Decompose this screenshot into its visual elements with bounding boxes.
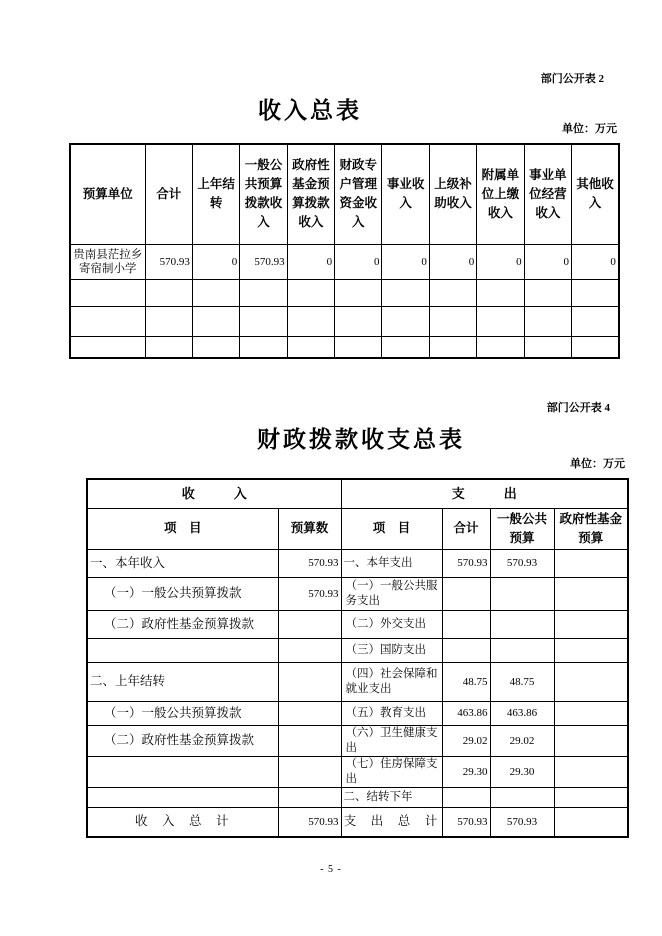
header-expense-total: 合计	[442, 508, 490, 549]
income-item-cell: 收 入 总 计	[87, 807, 278, 837]
income-value-cell: 0	[477, 244, 524, 279]
income-budget-cell	[278, 725, 341, 756]
expense-total-cell: 570.93	[442, 807, 490, 837]
gov-fund-cell	[554, 756, 628, 787]
expense-total-cell	[442, 638, 490, 662]
income-value-cell: 0	[572, 244, 619, 279]
expense-item-cell: （二）外交支出	[341, 610, 442, 638]
page-number: - 5 -	[320, 864, 342, 875]
income-value-cell	[524, 306, 571, 336]
table1-header-row	[70, 144, 619, 244]
table2-row	[87, 807, 628, 837]
income-value-cell	[477, 306, 524, 336]
general-budget-cell	[490, 577, 554, 610]
header-income-item: 项 目	[87, 508, 278, 549]
income-budget-cell: 570.93	[278, 807, 341, 837]
table1-row	[70, 336, 619, 358]
header-budget-figure: 预算数	[278, 508, 341, 549]
income-value-cell	[429, 336, 476, 358]
income-value-cell: 0	[335, 244, 382, 279]
header-other-income: 其他收入	[572, 144, 619, 244]
expense-total-cell	[442, 787, 490, 807]
gov-fund-cell	[554, 638, 628, 662]
gov-fund-cell	[554, 662, 628, 701]
income-item-cell: （二）政府性基金预算拨款	[87, 610, 278, 638]
income-item-cell: （一）一般公共预算拨款	[87, 701, 278, 725]
header-general-public-budget-income: 一般公共预算拨款收入	[240, 144, 287, 244]
expense-item-cell: （三）国防支出	[341, 638, 442, 662]
income-value-cell	[477, 336, 524, 358]
general-budget-cell: 48.75	[490, 662, 554, 701]
income-item-cell: （一）一般公共预算拨款	[87, 577, 278, 610]
expense-item-cell: 支 出 总 计	[341, 807, 442, 837]
general-budget-cell	[490, 638, 554, 662]
unit-label-2: 单位：万元	[570, 458, 625, 470]
sheet-tag-2: 部门公开表 2	[540, 73, 604, 85]
header-carryover: 上年结转	[192, 144, 239, 244]
expense-item-cell: （五）教育支出	[341, 701, 442, 725]
income-summary-table	[69, 143, 620, 359]
table1-row	[70, 306, 619, 336]
income-value-cell: 570.93	[145, 244, 192, 279]
income-value-cell	[524, 279, 571, 306]
income-item-cell: 一、本年收入	[87, 549, 278, 577]
expense-total-cell: 29.30	[442, 756, 490, 787]
header-budget-unit: 预算单位	[70, 144, 145, 244]
unit-label-1: 单位：万元	[562, 123, 617, 135]
expense-total-cell: 29.02	[442, 725, 490, 756]
header-operating-income: 事业单位经营收入	[524, 144, 571, 244]
income-value-cell	[382, 306, 429, 336]
table2-row	[87, 549, 628, 577]
table1-row	[70, 279, 619, 306]
income-table-title: 收入总表	[258, 98, 362, 123]
table2-row	[87, 610, 628, 638]
expense-total-cell: 48.75	[442, 662, 490, 701]
gov-fund-cell	[554, 610, 628, 638]
header-expense-item: 项 目	[341, 508, 442, 549]
income-value-cell	[192, 336, 239, 358]
income-value-cell	[335, 306, 382, 336]
income-value-cell	[382, 279, 429, 306]
general-budget-cell: 463.86	[490, 701, 554, 725]
expense-total-cell: 570.93	[442, 549, 490, 577]
general-budget-cell: 29.30	[490, 756, 554, 787]
expense-total-cell	[442, 610, 490, 638]
income-value-cell	[477, 279, 524, 306]
expense-item-cell: 二、结转下年	[341, 787, 442, 807]
gov-fund-cell	[554, 549, 628, 577]
expense-total-cell	[442, 577, 490, 610]
income-budget-cell: 570.93	[278, 577, 341, 610]
income-value-cell	[524, 336, 571, 358]
income-value-cell	[572, 306, 619, 336]
general-budget-cell: 570.93	[490, 549, 554, 577]
income-value-cell	[192, 279, 239, 306]
income-value-cell	[145, 336, 192, 358]
header-general-public-budget: 一般公共预算	[490, 508, 554, 549]
income-item-cell: 二、上年结转	[87, 662, 278, 701]
expense-item-cell: （六）卫生健康支出	[341, 725, 442, 756]
sheet-tag-4: 部门公开表 4	[546, 402, 610, 414]
income-value-cell: 570.93	[240, 244, 287, 279]
appropriation-table-title: 财政拨款收支总表	[257, 427, 465, 452]
budget-unit-cell	[70, 279, 145, 306]
header-gov-fund-budget: 政府性基金预算	[554, 508, 628, 549]
income-value-cell	[145, 306, 192, 336]
income-budget-cell	[278, 701, 341, 725]
table2-row	[87, 725, 628, 756]
expense-item-cell: （七）住房保障支出	[341, 756, 442, 787]
header-expense-group: 支 出	[341, 479, 628, 508]
budget-unit-cell	[70, 306, 145, 336]
income-value-cell	[335, 279, 382, 306]
income-item-cell: （二）政府性基金预算拨款	[87, 725, 278, 756]
header-gov-fund-budget-income: 政府性基金预算拨款收入	[287, 144, 334, 244]
table2-header-row	[87, 508, 628, 549]
income-item-cell	[87, 756, 278, 787]
income-value-cell: 0	[287, 244, 334, 279]
budget-unit-cell: 贵南县茫拉乡寄宿制小学	[70, 244, 145, 279]
income-item-cell	[87, 787, 278, 807]
income-budget-cell	[278, 638, 341, 662]
income-value-cell	[572, 336, 619, 358]
gov-fund-cell	[554, 701, 628, 725]
income-value-cell	[382, 336, 429, 358]
expense-item-cell: 一、本年支出	[341, 549, 442, 577]
income-budget-cell	[278, 662, 341, 701]
income-budget-cell: 570.93	[278, 549, 341, 577]
general-budget-cell	[490, 610, 554, 638]
header-affiliated-unit-income: 附属单位上缴收入	[477, 144, 524, 244]
header-fiscal-account-income: 财政专户管理资金收入	[335, 144, 382, 244]
header-income-group: 收 入	[87, 479, 341, 508]
income-value-cell	[335, 336, 382, 358]
header-business-income: 事业收入	[382, 144, 429, 244]
income-value-cell: 0	[382, 244, 429, 279]
header-total: 合计	[145, 144, 192, 244]
table2-group-header-row	[87, 479, 628, 508]
income-value-cell: 0	[429, 244, 476, 279]
gov-fund-cell	[554, 807, 628, 837]
general-budget-cell	[490, 787, 554, 807]
income-value-cell	[572, 279, 619, 306]
income-value-cell	[429, 279, 476, 306]
income-item-cell	[87, 638, 278, 662]
general-budget-cell: 570.93	[490, 807, 554, 837]
header-superior-subsidy-income: 上级补助收入	[429, 144, 476, 244]
gov-fund-cell	[554, 577, 628, 610]
expense-item-cell: （四）社会保障和就业支出	[341, 662, 442, 701]
income-value-cell	[240, 336, 287, 358]
gov-fund-cell	[554, 725, 628, 756]
income-value-cell	[240, 279, 287, 306]
income-value-cell	[287, 306, 334, 336]
income-budget-cell	[278, 756, 341, 787]
gov-fund-cell	[554, 787, 628, 807]
income-value-cell	[192, 306, 239, 336]
income-value-cell	[287, 336, 334, 358]
income-value-cell: 0	[524, 244, 571, 279]
table2-row	[87, 638, 628, 662]
table2-row	[87, 701, 628, 725]
table1-row	[70, 244, 619, 279]
appropriation-summary-table	[86, 478, 629, 838]
table2-row	[87, 662, 628, 701]
table2-row	[87, 756, 628, 787]
table2-row	[87, 787, 628, 807]
expense-total-cell: 463.86	[442, 701, 490, 725]
budget-unit-cell	[70, 336, 145, 358]
income-value-cell	[145, 279, 192, 306]
income-budget-cell	[278, 787, 341, 807]
income-value-cell	[287, 279, 334, 306]
income-value-cell	[429, 306, 476, 336]
income-budget-cell	[278, 610, 341, 638]
income-value-cell: 0	[192, 244, 239, 279]
income-value-cell	[240, 306, 287, 336]
table2-row	[87, 577, 628, 610]
general-budget-cell: 29.02	[490, 725, 554, 756]
expense-item-cell: （一）一般公共服务支出	[341, 577, 442, 610]
